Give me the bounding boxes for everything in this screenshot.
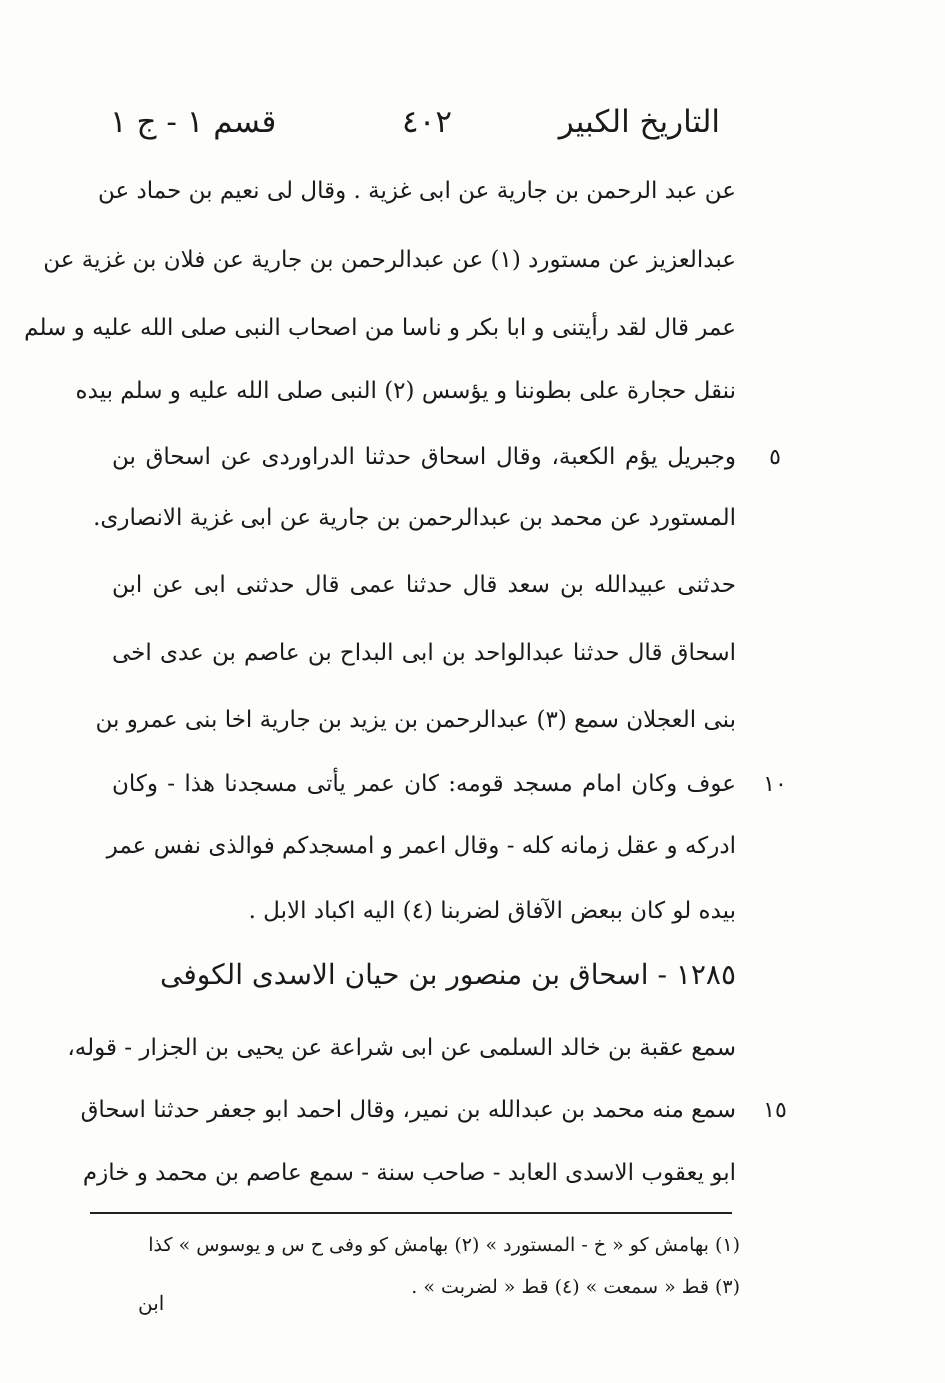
text-line-2: عبدالعزيز عن مستورد (١) عن عبدالرحمن بن جارية عن فلان بن غزية عن xyxy=(43,247,736,273)
text-line-4: ننقل حجارة على بطوننا و يؤسس (٢) النبى صلى الله عليه و سلم بيده xyxy=(75,378,736,404)
text-line-7: حدثنى عبيدالله بن سعد قال حدثنا عمى قال حدثنى ابى عن ابن xyxy=(112,572,736,598)
margin-line-number-15: ١٥ xyxy=(763,1098,787,1123)
text-line-8: اسحاق قال حدثنا عبدالواحد بن ابى البداح بن عاصم بن عدى اخى xyxy=(112,640,736,666)
text-line-3: عمر قال لقد رأيتنى و ابا بكر و ناسا من اصحاب النبى صلى الله عليه و سلم xyxy=(24,315,736,341)
text-line-9: بنى العجلان سمع (٣) عبدالرحمن بن يزيد بن جارية اخا بنى عمرو بن xyxy=(95,707,736,733)
text-line-5: وجبريل يؤم الكعبة، وقال اسحاق حدثنا الدراوردى عن اسحاق بن xyxy=(112,444,736,470)
text-line-11: ادركه و عقل زمانه كله - وقال اعمر و امسجدكم فوالذى نفس عمر xyxy=(106,833,736,859)
catchword: ابن xyxy=(138,1291,165,1315)
footnote-divider xyxy=(90,1212,732,1214)
footnote-line-1: (١) بهامش كو « خ - المستورد » (٢) بهامش كو وفى ح س و يوسوس » كذا xyxy=(148,1234,740,1256)
text-line-14: سمع عقبة بن خالد السلمى عن ابى شراعة عن يحيى بن الجزار - قوله، xyxy=(67,1035,736,1061)
text-line-15: سمع منه محمد بن عبدالله بن نمير، وقال احمد ابو جعفر حدثنا اسحاق xyxy=(80,1097,736,1123)
text-line-16: ابو يعقوب الاسدى العابد - صاحب سنة - سمع عاصم بن محمد و خازم xyxy=(82,1160,736,1186)
entry-heading-1285: ١٢٨٥ - اسحاق بن منصور بن حيان الاسدى الكوفى xyxy=(160,958,736,991)
footnote-line-2: (٣) قط « سمعت » (٤) قط « لضربت » . xyxy=(411,1276,740,1298)
text-line-1: عن عبد الرحمن بن جارية عن ابى غزية . وقال لى نعيم بن حماد عن xyxy=(97,178,736,204)
margin-line-number-5: ٥ xyxy=(769,445,781,470)
text-line-10: عوف وكان امام مسجد قومه: كان عمر يأتى مسجدنا هذا - وكان xyxy=(112,771,736,797)
text-line-6: المستورد عن محمد بن عبدالرحمن بن جارية عن ابى غزية الانصارى. xyxy=(93,505,736,531)
text-line-12: بيده لو كان ببعض الآفاق لضربنا (٤) اليه اكباد الابل . xyxy=(248,898,736,924)
margin-line-number-10: ١٠ xyxy=(763,772,787,797)
page-number: ٤٠٢ xyxy=(402,104,452,140)
book-title: التاريخ الكبير xyxy=(558,104,720,140)
part-volume-label: قسم ١ - ج ١ xyxy=(110,104,277,140)
page-header xyxy=(110,100,720,150)
